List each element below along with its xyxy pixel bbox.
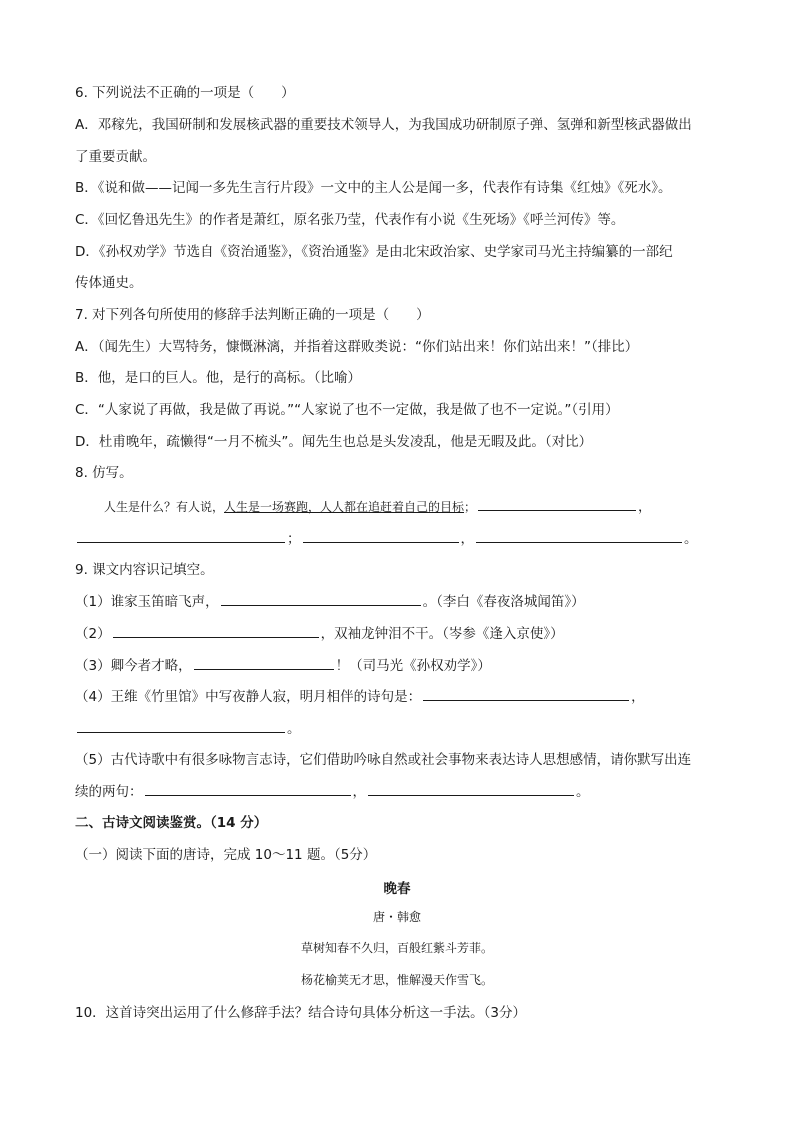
q7-option-d: D．杜甫晚年，疏懒得“一月不梳头”。闻先生也总是头发凌乱，他是无暇及此。（对比） [75,434,593,450]
q9-stem: 9. 课文内容识记填空。 [75,562,214,578]
q8-answer-blank-1[interactable] [478,496,636,511]
q8-answer-blank-2[interactable] [77,528,285,543]
q9-item-5-pre: 续的两句： [75,784,143,800]
section2-subtitle: （一）阅读下面的唐诗，完成 10～11 题。（5分） [75,847,377,863]
q9-item-4 [75,686,645,707]
q9-item-5-comma: ， [352,784,366,800]
poem-line-1: 草树知春不久归，百般红紫斗芳菲。 [300,941,493,955]
q8-semicolon: ； [287,531,301,547]
poem-line-2: 杨花榆荚无才思，惟解漫天作雪飞。 [300,973,493,987]
q6-option-b: B．《说和做——记闻一多先生言行片段》一文中的主人公是闻一多，代表作有诗集《红烛》《死水》。 [75,180,672,196]
q6-option-d-line1: D．《孙权劝学》节选自《资治通鉴》，《资治通鉴》是由北宋政治家、史学家司马光主持编纂的一部纪 [75,244,673,260]
q9-item-5-blank-2[interactable] [368,781,574,796]
q6-option-a-line2: 了重要贡献。 [75,149,156,165]
q7-option-a: A．（闻先生）大骂特务，慷慨淋漓，并指着这群败类说：“你们站出来！你们站出来！”（排比） [75,339,639,355]
q8-period: 。 [684,531,698,547]
q9-item-3 [75,655,491,676]
q9-item-1-post: 。（李白《春夜洛城闻笛》） [422,594,585,610]
q6-option-d-line2: 传体通史。 [75,275,143,291]
q9-item-1-pre: （1）谁家玉笛暗飞声， [75,594,219,610]
q8-prompt-line [104,496,652,517]
q9-item-4-blank-2[interactable] [77,718,285,733]
q9-item-5-end: 。 [576,784,590,800]
q8-example: 人生是一场赛跑，人人都在追赶着自己的目标 [224,500,465,514]
poem-title: 晚春 [383,881,411,897]
q10-stem: 10．这首诗突出运用了什么修辞手法？结合诗句具体分析这一手法。（3分） [75,1005,527,1021]
q8-answer-blank-3[interactable] [303,528,459,543]
q9-item-3-post: ！（司马光《孙权劝学》） [335,658,491,674]
q9-item-2 [75,623,564,644]
q6-option-a-line1: A．邓稼先，我国研制和发展核武器的重要技术领导人，为我国成功研制原子弹、氢弹和新型核武器做出 [75,117,692,133]
q9-item-2-blank[interactable] [113,623,319,638]
q9-item-2-post: ，双袖龙钟泪不干。（岑参《逢入京使》） [320,626,564,642]
q9-item-5-line2 [75,781,590,802]
q8-answer-line2 [75,528,698,549]
q9-item-3-pre: （3）卿今者才略， [75,658,192,674]
q9-item-4-pre: （4）王维《竹里馆》中写夜静人寂，明月相伴的诗句是： [75,689,422,705]
q9-item-4-end: 。 [287,721,301,737]
q6-stem: 6. 下列说法不正确的一项是（ ） [75,85,295,101]
q9-item-1-blank[interactable] [221,591,421,606]
q9-item-2-pre: （2） [75,626,111,642]
q8-comma2: ， [460,531,474,547]
q9-item-4-comma: ， [631,689,645,705]
q7-option-b: B．他，是口的巨人。他，是行的高标。（比喻） [75,370,362,386]
q6-option-c: C．《回忆鲁迅先生》的作者是萧红，原名张乃莹，代表作有小说《生死场》《呼兰河传》等。 [75,212,625,228]
q7-stem: 7. 对下列各句所使用的修辞手法判断正确的一项是（ ） [75,307,430,323]
q9-item-5-line1: （5）古代诗歌中有很多咏物言志诗，它们借助吟咏自然或社会事物来表达诗人思想感情，请你默写出连 [75,752,692,768]
q8-lead: 人生是什么？有人说， [104,500,225,514]
q8-comma: ， [638,499,652,515]
q9-item-5-blank-1[interactable] [145,781,351,796]
section2-title: 二、古诗文阅读鉴赏。（14 分） [75,815,268,831]
q9-item-4-line2 [75,718,301,739]
q8-colon: ； [464,500,477,514]
q8-stem: 8. 仿写。 [75,465,133,481]
q8-answer-blank-4[interactable] [476,528,682,543]
q9-item-4-blank-1[interactable] [423,686,629,701]
q9-item-1 [75,591,585,612]
q7-option-c: C．“人家说了再做，我是做了再说。”“人家说了也不一定做，我是做了也不一定说。”（引用） [75,402,619,418]
poem-author: 唐・韩愈 [372,910,421,924]
q9-item-3-blank[interactable] [194,655,334,670]
